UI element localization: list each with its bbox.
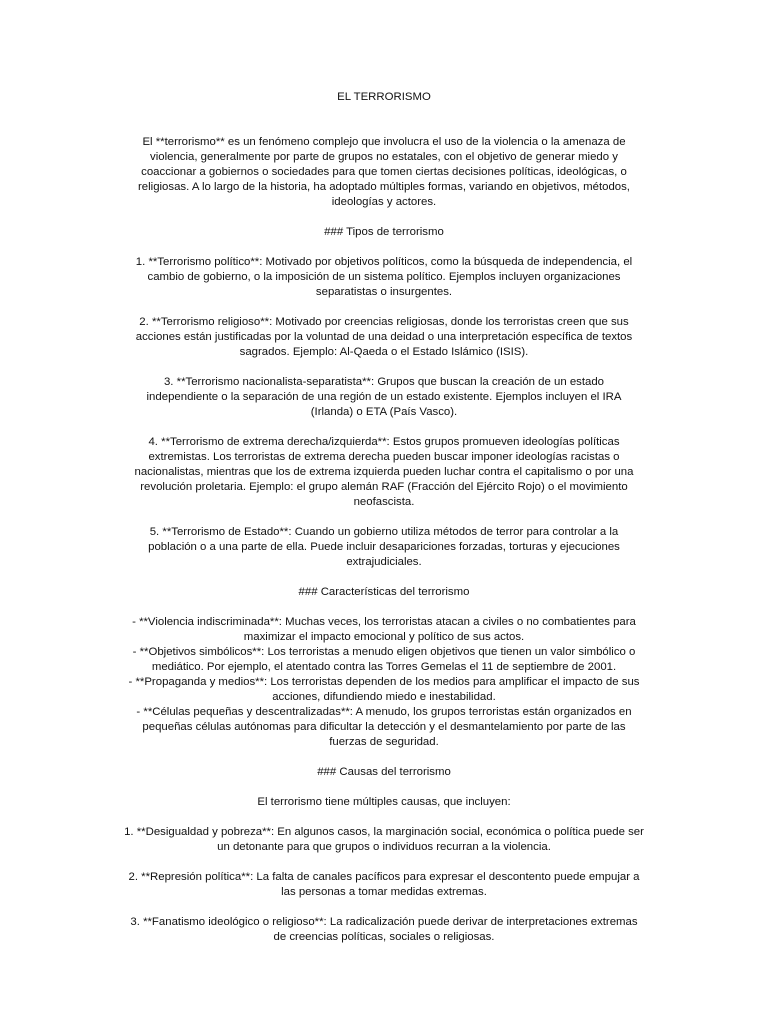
- causas-intro: El terrorismo tiene múltiples causas, que incluyen:: [257, 796, 511, 808]
- tipo-item: 1. **Terrorismo político**: Motivado por objetivos políticos, como la búsqueda de independencia, el cambio de gobierno, o la imposición de un sistema político. Ejemplos incluyen organizaciones separatistas o insurgentes.: [135, 256, 633, 298]
- section-heading-tipos: ### Tipos de terrorismo: [324, 226, 444, 238]
- causa-item: 1. **Desigualdad y pobreza**: En algunos casos, la marginación social, económica o política puede ser un detonante para que grupos o individuos recurran a la violencia.: [124, 826, 644, 853]
- section-heading-caracteristicas: ### Características del terrorismo: [298, 586, 470, 598]
- document-title: EL TERRORISMO: [337, 91, 431, 103]
- document-body: [112, 90, 656, 960]
- tipo-item: 5. **Terrorismo de Estado**: Cuando un gobierno utiliza métodos de terror para controlar a la población o a una parte de ella. Puede incluir desapariciones forzadas, torturas y ejecuciones extrajudiciales.: [148, 526, 620, 568]
- tipo-item: 2. **Terrorismo religioso**: Motivado por creencias religiosas, donde los terroristas creen que sus acciones están justificadas por la voluntad de una deidad o una interpretación específica de textos sagrados. Ejemplo: Al-Qaeda o el Estado Islámico (ISIS).: [135, 316, 633, 358]
- caracteristica-item: - **Violencia indiscriminada**: Muchas veces, los terroristas atacan a civiles o no combatientes para maximizar el impacto emocional y político de sus actos.: [132, 616, 636, 643]
- caracteristica-item: - **Objetivos simbólicos**: Los terroristas a menudo eligen objetivos que tienen un valor simbólico o mediático. Por ejemplo, el atentado contra las Torres Gemelas el 11 de septiembre de 2001.: [132, 646, 636, 673]
- caracteristica-item: - **Células pequeñas y descentralizadas**: A menudo, los grupos terroristas están organizados en pequeñas células autónomas para dificultar la detección y el desmantelamiento por parte de las fuerzas de seguridad.: [136, 706, 632, 748]
- tipo-item: 4. **Terrorismo de extrema derecha/izquierda**: Estos grupos promueven ideologías políticas extremistas. Los terroristas de extrema derecha pueden buscar imponer ideologías racistas o nacionalistas, mientras que los de extrema izquierda pueden luchar contra el capitalismo o por una revolución proletaria. Ejemplo: el grupo alemán RAF (Fracción del Ejército Rojo) o el movimiento neofascista.: [134, 436, 634, 508]
- caracteristica-item: - **Propaganda y medios**: Los terroristas dependen de los medios para amplificar el impacto de sus acciones, difundiendo miedo e inestabilidad.: [128, 676, 640, 703]
- intro-paragraph: El **terrorismo** es un fenómeno complejo que involucra el uso de la violencia o la amenaza de violencia, generalmente por parte de grupos no estatales, con el objetivo de generar miedo y coaccionar a gobiernos o sociedades para que tomen ciertas decisiones políticas, ideológicas, o religiosas. A lo largo de la historia, ha adoptado múltiples formas, variando en objetivos, métodos, ideologías y actores.: [138, 136, 630, 208]
- causa-item: 3. **Fanatismo ideológico o religioso**: La radicalización puede derivar de interpretaciones extremas de creencias políticas, sociales o religiosas.: [130, 916, 638, 943]
- section-heading-causas: ### Causas del terrorismo: [317, 766, 451, 778]
- tipo-item: 3. **Terrorismo nacionalista-separatista**: Grupos que buscan la creación de un estado independiente o la separación de una región de un estado existente. Ejemplos incluyen el IRA (Irlanda) o ETA (País Vasco).: [146, 376, 622, 418]
- causa-item: 2. **Represión política**: La falta de canales pacíficos para expresar el descontento puede empujar a las personas a tomar medidas extremas.: [128, 871, 640, 898]
